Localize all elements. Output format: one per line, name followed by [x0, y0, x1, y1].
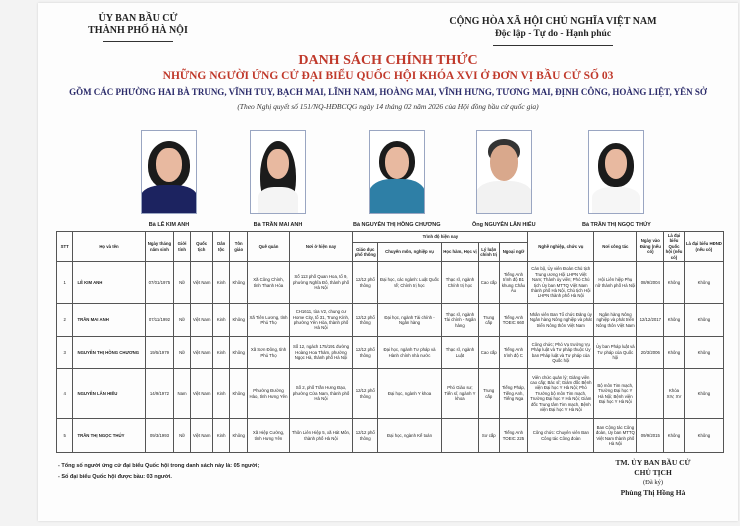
note-total-candidates: - Tổng số người ứng cử đại biểu Quốc hội trong danh sách này là: 05 người; — [58, 463, 260, 469]
col-dob: Ngày tháng năm sinh — [145, 232, 174, 262]
legal-basis: (Theo Nghị quyết số 151/NQ-HĐBCQG ngày 14 tháng 02 năm 2026 của Hội đồng bầu cử quốc gia) — [237, 102, 539, 111]
col-religion: Tôn giáo — [229, 232, 248, 262]
cell-degree — [441, 419, 478, 453]
cell-religion: Không — [229, 419, 248, 453]
candidate-photo — [250, 130, 306, 214]
col-occupation: Nghề nghiệp, chức vụ — [528, 232, 594, 262]
cell-party-date: 20/3/2006 — [637, 337, 664, 369]
cell-nationality: Việt Nam — [190, 304, 213, 337]
cell-gender: Nữ — [174, 304, 190, 337]
cell-na-delegate: Không — [664, 337, 685, 369]
candidate-photo — [141, 130, 197, 214]
table-row — [57, 304, 724, 337]
cell-workplace: Hội Liên hiệp Phụ nữ thành phố Hà Nội — [594, 262, 637, 304]
cell-degree: Phó Giáo sư; Tiến sĩ, ngành Y khoa — [441, 369, 478, 419]
candidate-photo-card — [582, 130, 651, 228]
col-na-delegate: Là đại biểu Quốc hội (nếu có) — [665, 233, 683, 260]
cell-language: Tiếng Anh TOEIC 225 — [499, 419, 528, 453]
candidate-photo-card — [472, 130, 536, 228]
cell-gender: Nam — [174, 369, 190, 419]
table-row — [57, 369, 724, 419]
cell-workplace: Ban Công tác Công đoàn, Ủy ban MTTQ Việt Nam thành phố Hà Nội — [594, 419, 637, 453]
cell-hometown: Xã Công Chính, tỉnh Thanh Hóa — [248, 262, 289, 304]
cell-occupation: Cán bộ, Ủy viên Đoàn Chủ tịch Trung ương Hội LHPN Việt Nam; Thành ủy viên; Phó Chủ tịch Ủy ban MTTQ Việt Nam thành phố Hà Nội, Chủ tịch Hội LHPN thành phố Hà Nội — [528, 262, 594, 304]
cell-major: Đại học, ngành Y khoa — [378, 369, 442, 419]
col-name: Họ và tên — [73, 232, 145, 262]
cell-party-date: 12/12/2017 — [637, 304, 664, 337]
cell-political: Trung cấp — [478, 369, 499, 419]
authority-line-2: THÀNH PHỐ HÀ NỘI — [88, 25, 188, 36]
candidate-photo — [476, 130, 532, 214]
cell-workplace: Ủy ban Pháp luật và Tư pháp của Quốc hội — [594, 337, 637, 369]
document-title: DANH SÁCH CHÍNH THỨC — [298, 53, 478, 68]
cell-pc-delegate: Không — [684, 369, 723, 419]
cell-pc-delegate: Không — [684, 337, 723, 369]
cell-general-edu: 12/12 phổ thông — [353, 337, 378, 369]
cell-workplace: Bộ môn Tim mạch, Trường Đại học Y Hà Nội; Bệnh viện Đại học Y Hà Nội — [594, 369, 637, 419]
signature-org: TM. ỦY BAN BẦU CỬ — [615, 458, 691, 467]
cell-major: Đại học, ngành Tài chính - Ngân hàng — [378, 304, 442, 337]
motto: Độc lập - Tự do - Hạnh phúc — [494, 29, 612, 39]
cell-occupation: Viên chức quản lý; Giảng viên cao cấp; Bác sĩ; Giám đốc Bệnh viện Đại học Y Hà Nội; Phó Trưởng bộ môn Tim mạch, Trường Đại học Y Hà Nội; Giám đốc Trung tâm Tim mạch, Bệnh viện Đại học Y Hà Nội — [528, 369, 594, 419]
cell-political: Trung cấp — [478, 304, 499, 337]
cell-gender: Nữ — [174, 262, 190, 304]
cell-religion: Không — [229, 304, 248, 337]
cell-residence: Số 2, phố Trần Hưng Đạo, phường Cửa Nam, thành phố Hà Nội — [289, 369, 353, 419]
col-workplace: Nơi công tác — [594, 232, 637, 262]
cell-name: TRẦN MAI ANH — [73, 304, 145, 337]
cell-name: LÊ KIM ANH — [73, 262, 145, 304]
cell-residence: Số 113 phố Quan Hoa, tổ 9, phường Nghĩa Đô, thành phố Hà Nội — [289, 262, 353, 304]
cell-general-edu: 12/12 phổ thông — [353, 262, 378, 304]
cell-hometown: Xã Sơn Đông, tỉnh Phú Thọ — [248, 337, 289, 369]
col-ethnicity: Dân tộc — [213, 232, 229, 262]
signature-block — [588, 458, 718, 498]
cell-religion: Không — [229, 369, 248, 419]
candidate-caption: Ông NGUYỄN LÂN HIẾU — [472, 222, 536, 228]
cell-name: NGUYỄN THỊ HỒNG CHƯƠNG — [73, 337, 145, 369]
cell-dob: 07/11/1992 — [145, 304, 174, 337]
cell-nationality: Việt Nam — [190, 337, 213, 369]
cell-residence: Số 12, ngách 175/191 đường Hoàng Hoa Thám, phường Ngọc Hà, thành phố Hà Nội — [289, 337, 353, 369]
cell-hometown: Xã Tiên Lương, tỉnh Phú Thọ — [248, 304, 289, 337]
col-nationality: Quốc tịch — [190, 232, 213, 262]
cell-stt: 1 — [57, 262, 73, 304]
col-party-date: Ngày vào Đảng (nếu có) — [637, 232, 664, 262]
cell-name: NGUYỄN LÂN HIẾU — [73, 369, 145, 419]
cell-ethnicity: Kinh — [213, 419, 229, 453]
cell-major: Đại học, các ngành: Luật Quốc tế; Chính trị học — [378, 262, 442, 304]
cell-ethnicity: Kinh — [213, 262, 229, 304]
cell-workplace: Ngân hàng Nông nghiệp và phát triển Nông thôn Việt Nam — [594, 304, 637, 337]
cell-party-date: 09/9/2015 — [637, 419, 664, 453]
document-subtitle: NHỮNG NGƯỜI ỨNG CỬ ĐẠI BIỂU QUỐC HỘI KHÓA XVI Ở ĐƠN VỊ BẦU CỬ SỐ 03 — [162, 70, 614, 82]
cell-general-edu: 12/12 phổ thông — [353, 369, 378, 419]
col-degree: Học hàm, Học vị — [441, 243, 478, 262]
signature-title: CHỦ TỊCH — [634, 468, 672, 477]
cell-dob: 14/9/1972 — [145, 369, 174, 419]
candidate-photo-card — [250, 130, 306, 228]
col-residence: Nơi ở hiện nay — [289, 232, 353, 262]
cell-nationality: Việt Nam — [190, 369, 213, 419]
cell-na-delegate: Khóa XIV, XV — [664, 369, 685, 419]
cell-na-delegate: Không — [664, 419, 685, 453]
col-major: Chuyên môn, nghiệp vụ — [378, 243, 442, 262]
cell-hometown: Xã Hiệp Cường, tỉnh Hưng Yên — [248, 419, 289, 453]
document-page — [38, 3, 738, 521]
cell-stt: 4 — [57, 369, 73, 419]
cell-nationality: Việt Nam — [190, 419, 213, 453]
cell-degree: Thạc sĩ, ngành Tài chính - Ngân hàng — [441, 304, 478, 337]
table-row — [57, 262, 724, 304]
table-row — [57, 419, 724, 453]
cell-stt: 3 — [57, 337, 73, 369]
cell-gender: Nữ — [174, 337, 190, 369]
col-hometown: Quê quán — [248, 232, 289, 262]
cell-party-date — [637, 369, 664, 419]
header-row — [57, 232, 724, 243]
cell-dob: 07/01/1975 — [145, 262, 174, 304]
cell-nationality: Việt Nam — [190, 262, 213, 304]
cell-dob: 09/3/1993 — [145, 419, 174, 453]
col-political: Lý luận chính trị — [478, 243, 499, 262]
col-language: Ngoại ngữ — [499, 243, 528, 262]
cell-major: Đại học, ngành Kế toán — [378, 419, 442, 453]
cell-political: Cao cấp — [478, 337, 499, 369]
cell-pc-delegate: Không — [684, 262, 723, 304]
cell-na-delegate: Không — [664, 304, 685, 337]
cell-major: Đại học, ngành Tư pháp và Hành chính nhà nước — [378, 337, 442, 369]
col-general-edu: Giáo dục phổ thông — [353, 243, 378, 262]
cell-religion: Không — [229, 262, 248, 304]
cell-party-date: 08/9/2004 — [637, 262, 664, 304]
authority-line-1: ỦY BAN BẦU CỬ — [98, 13, 178, 24]
cell-pc-delegate: Không — [684, 304, 723, 337]
cell-general-edu: 12/12 phổ thông — [353, 304, 378, 337]
divider — [493, 45, 613, 46]
cell-ethnicity: Kinh — [213, 369, 229, 419]
cell-ethnicity: Kinh — [213, 304, 229, 337]
col-education-group: Trình độ hiện nay — [353, 232, 528, 243]
cell-gender: Nữ — [174, 419, 190, 453]
summary-notes — [58, 461, 259, 483]
cell-language: Tiếng Anh trình độ C — [499, 337, 528, 369]
cell-hometown: Phường Đường Hào, tỉnh Hưng Yên — [248, 369, 289, 419]
candidate-table — [56, 231, 724, 453]
candidate-photo-card — [141, 130, 197, 228]
candidate-photo — [588, 130, 644, 214]
cell-political: Cao cấp — [478, 262, 499, 304]
signatory-name: Phùng Thị Hồng Hà — [620, 488, 686, 497]
cell-occupation: Công chức: Chuyên viên Ban Công tác Công đoàn — [528, 419, 594, 453]
cell-political: Sơ cấp — [478, 419, 499, 453]
cell-stt: 2 — [57, 304, 73, 337]
cell-degree: Thạc sĩ, ngành Luật — [441, 337, 478, 369]
col-pc-delegate: Là đại biểu HĐND (nếu có) — [684, 232, 723, 262]
divider — [103, 41, 173, 42]
cell-language: Tiếng Anh TOEIC 660 — [499, 304, 528, 337]
issuing-authority — [73, 13, 203, 42]
candidate-caption: Bà TRẦN THỊ NGỌC THÚY — [582, 222, 651, 228]
col-stt: STT — [57, 232, 73, 262]
cell-residence: CH1611, tòa V2, chung cư Home City, tổ 31, Trung Kính, phường Yên Hòa, thành phố Hà Nội — [289, 304, 353, 337]
cell-occupation: Nhân viên Ban Tổ chức Đảng ủy Ngân hàng Nông nghiệp và phát triển Nông thôn Việt Nam — [528, 304, 594, 337]
cell-general-edu: 12/12 phổ thông — [353, 419, 378, 453]
candidate-caption: Bà LÊ KIM ANH — [148, 222, 190, 228]
candidate-photos — [38, 123, 738, 228]
cell-degree: Thạc sĩ, ngành Chính trị học — [441, 262, 478, 304]
cell-na-delegate: Không — [664, 262, 685, 304]
cell-residence: Thôn Liên Hiệp 5, xã Hát Môn, thành phố Hà Nội — [289, 419, 353, 453]
candidate-caption: Bà TRẦN MAI ANH — [253, 222, 303, 228]
table-row — [57, 337, 724, 369]
ward-list: GỒM CÁC PHƯỜNG HAI BÀ TRUNG, VĨNH TUY, BẠCH MAI, LĨNH NAM, HOÀNG MAI, VĨNH HƯNG, TƯƠNG MAI, ĐỊNH CÔNG, HOÀNG LIỆT, YÊN SỞ — [69, 87, 707, 97]
col-gender: Giới tính — [174, 232, 190, 262]
cell-religion: Không — [229, 337, 248, 369]
candidate-caption: Bà NGUYỄN THỊ HỒNG CHƯƠNG — [353, 222, 441, 228]
cell-stt: 5 — [57, 419, 73, 453]
cell-name: TRẦN THỊ NGỌC THÚY — [73, 419, 145, 453]
cell-language: Tiếng Pháp, Tiếng Anh, Tiếng Nga — [499, 369, 528, 419]
national-motto — [433, 15, 673, 46]
cell-ethnicity: Kinh — [213, 337, 229, 369]
cell-occupation: Công chức; Phó Vụ trưởng Vụ Pháp luật và Tư pháp thuộc Ủy ban Pháp luật và Tư pháp của Quốc hội — [528, 337, 594, 369]
note-seats: - Số đại biểu Quốc hội được bầu: 03 người. — [58, 474, 172, 480]
cell-dob: 19/5/1979 — [145, 337, 174, 369]
candidate-photo — [369, 130, 425, 214]
cell-pc-delegate: Không — [684, 419, 723, 453]
cell-language: Tiếng Anh trình độ B1 khung Châu Âu — [499, 262, 528, 304]
signature-mark: (Đã ký) — [642, 479, 664, 486]
country-name: CỘNG HÒA XÃ HỘI CHỦ NGHĨA VIỆT NAM — [449, 16, 657, 27]
candidate-photo-card — [353, 130, 440, 228]
